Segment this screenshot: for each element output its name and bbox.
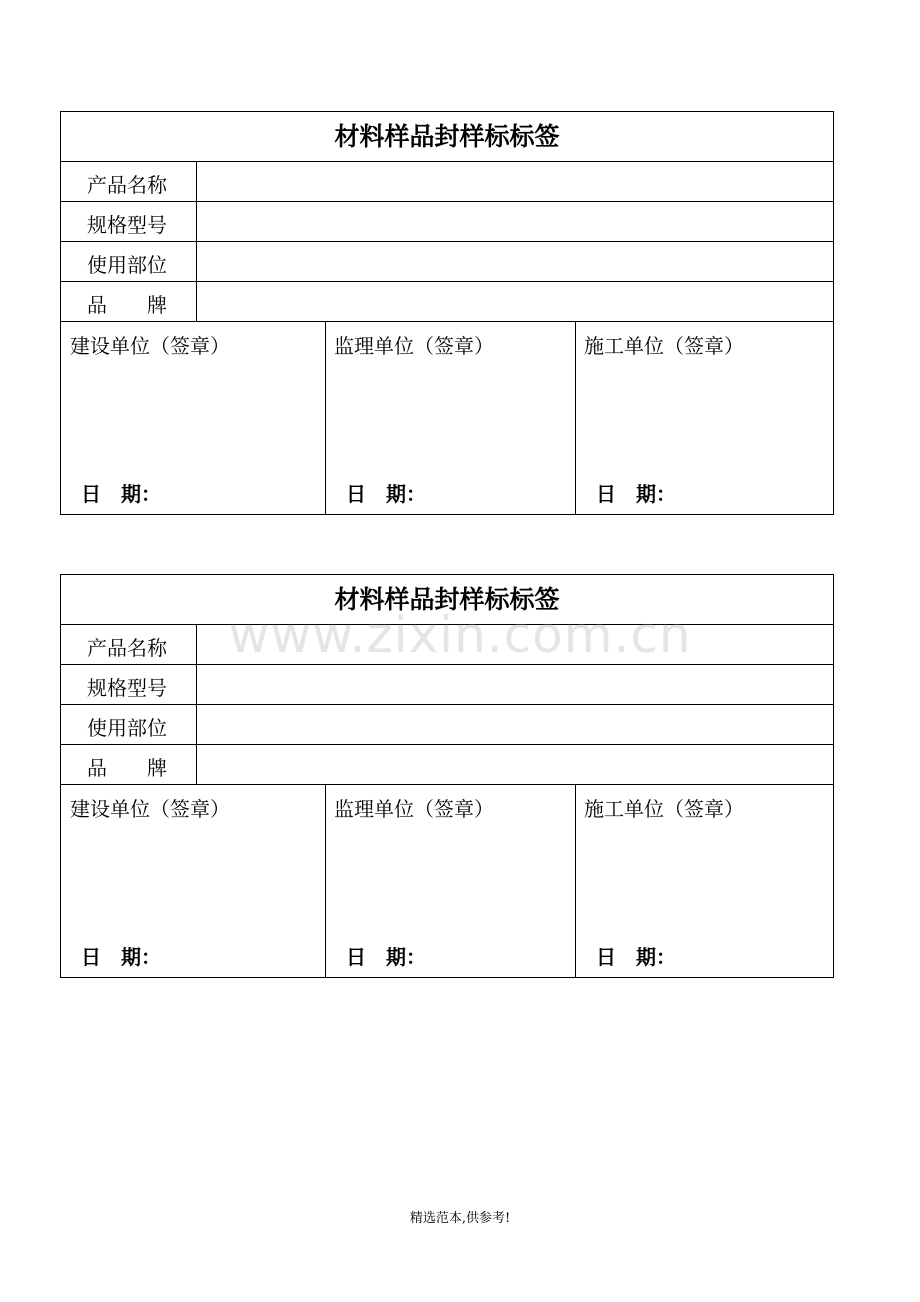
signature-date-label: 日 期： [596,945,676,969]
product-name-field[interactable] [197,625,833,664]
signature-unit-label: 施工单位（签章） [584,797,744,821]
construction-unit-signature-box[interactable] [61,322,325,514]
brand-field[interactable] [197,745,833,784]
field-label: 使用部位 [61,705,197,744]
signature-date-label: 日 期： [81,482,161,506]
card-title: 材料样品封样标标签 [61,575,833,625]
contractor-unit-signature-box[interactable] [575,785,833,977]
page-footer: 精选范本,供参考! [409,1211,511,1226]
signature-date-label: 日 期： [346,945,426,969]
field-label: 产品名称 [61,162,197,201]
watermark: www.zixin.com.cn [228,606,692,664]
field-row-usage-location [61,242,833,282]
signature-row [61,785,833,977]
field-label: 品 牌 [61,745,197,784]
field-row-spec-model [61,202,833,242]
field-label: 规格型号 [61,202,197,241]
usage-location-field[interactable] [197,705,833,744]
field-row-brand [61,745,833,785]
field-label: 产品名称 [61,625,197,664]
field-row-product-name [61,625,833,665]
signature-date-label: 日 期： [81,945,161,969]
sample-label-card [60,111,834,515]
signature-unit-label: 监理单位（签章） [334,334,494,358]
card-title: 材料样品封样标标签 [61,112,833,162]
construction-unit-signature-box[interactable] [61,785,325,977]
field-row-product-name [61,162,833,202]
field-row-spec-model [61,665,833,705]
signature-unit-label: 监理单位（签章） [334,797,494,821]
signature-unit-label: 建设单位（签章） [70,334,230,358]
field-row-brand [61,282,833,322]
field-label: 规格型号 [61,665,197,704]
spec-model-field[interactable] [197,202,833,241]
field-label: 使用部位 [61,242,197,281]
signature-unit-label: 建设单位（签章） [70,797,230,821]
product-name-field[interactable] [197,162,833,201]
signature-date-label: 日 期： [596,482,676,506]
signature-row [61,322,833,514]
supervision-unit-signature-box[interactable] [325,322,575,514]
signature-date-label: 日 期： [346,482,426,506]
usage-location-field[interactable] [197,242,833,281]
supervision-unit-signature-box[interactable] [325,785,575,977]
contractor-unit-signature-box[interactable] [575,322,833,514]
brand-field[interactable] [197,282,833,321]
field-row-usage-location [61,705,833,745]
spec-model-field[interactable] [197,665,833,704]
signature-unit-label: 施工单位（签章） [584,334,744,358]
sample-label-card [60,574,834,978]
field-label: 品 牌 [61,282,197,321]
